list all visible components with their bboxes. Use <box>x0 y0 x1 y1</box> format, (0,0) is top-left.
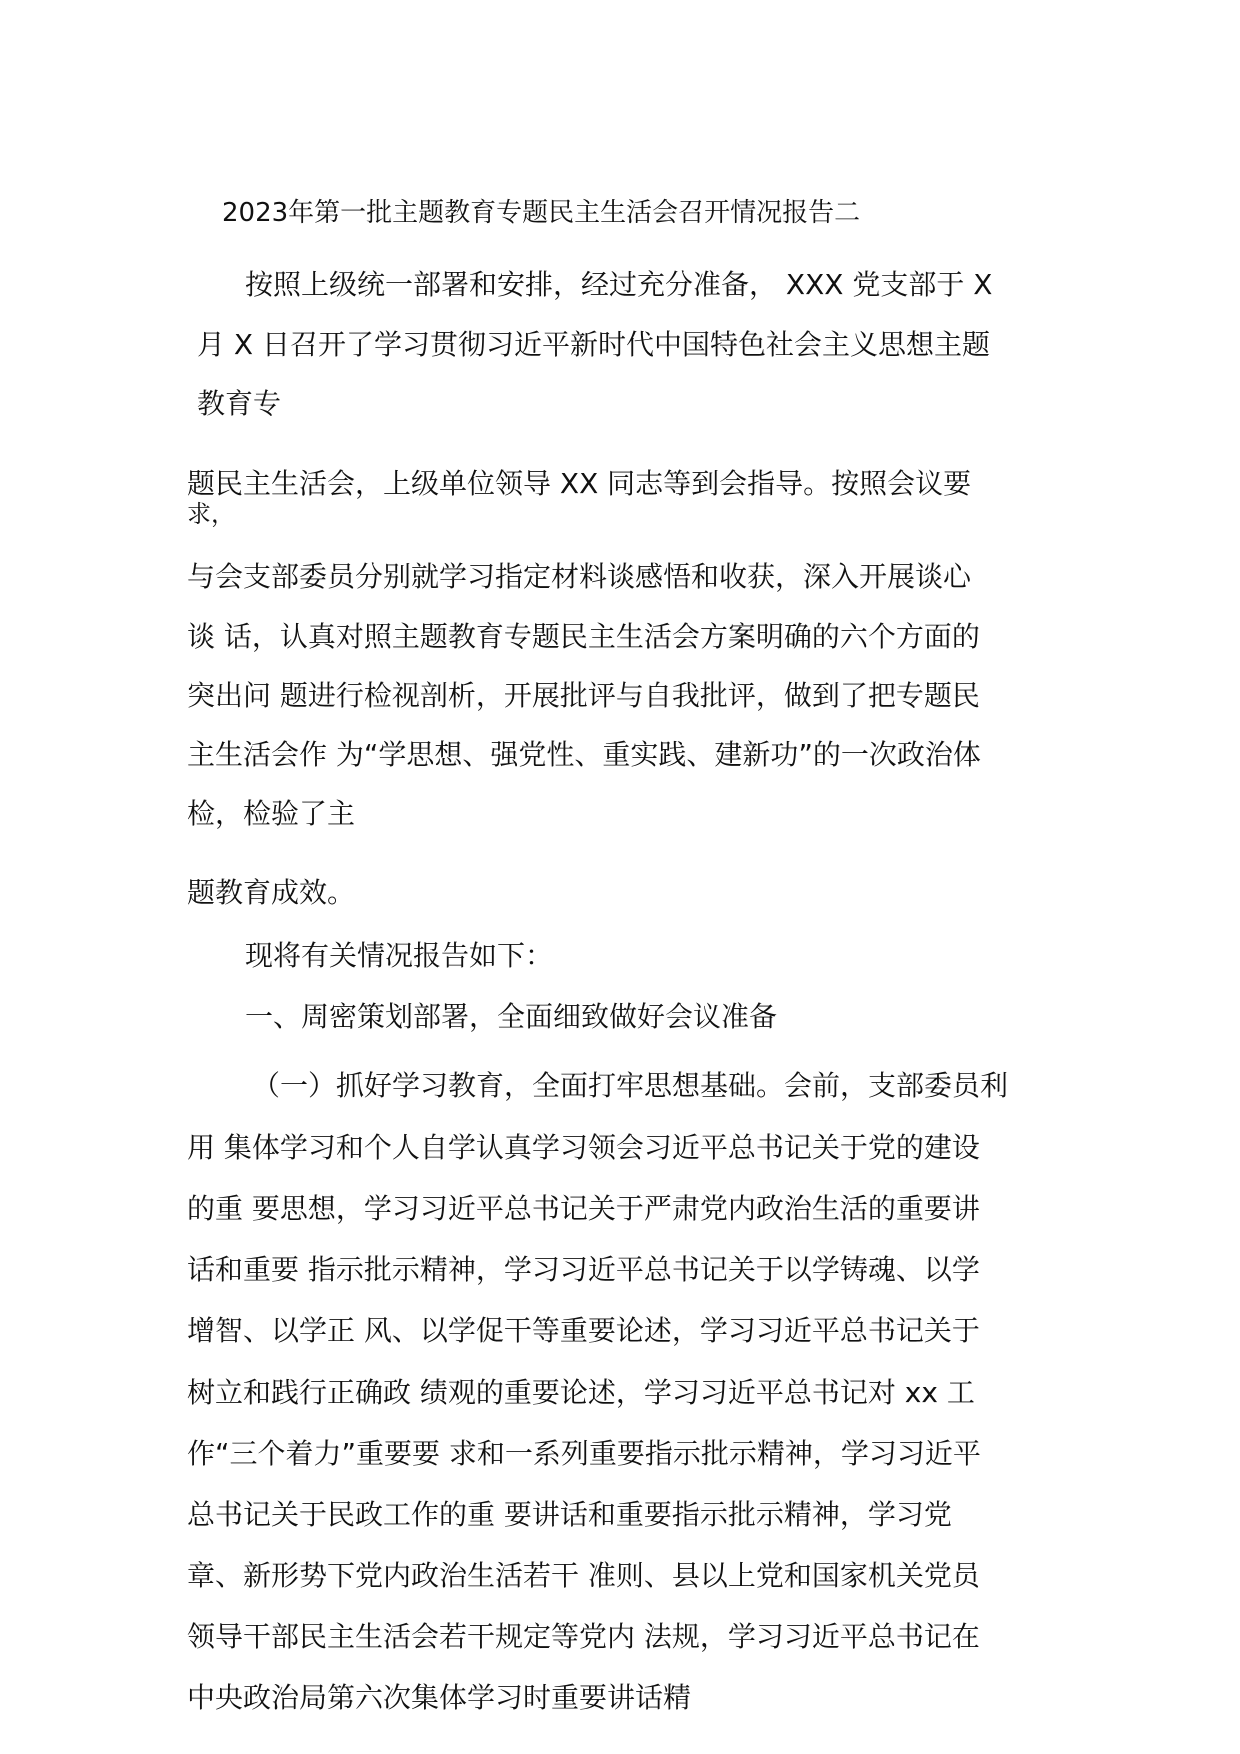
paragraph-line: 话和重要 指示批示精神，学习习近平总书记关于以学铸魂、以学 <box>187 1253 980 1286</box>
paragraph-line: 谈 话，认真对照主题教育专题民主生活会方案明确的六个方面的 <box>187 620 980 653</box>
paragraph-line: 与会支部委员分别就学习指定材料谈感悟和收获，深入开展谈心 <box>187 560 972 593</box>
paragraph-line: 题教育成效。 <box>187 876 356 909</box>
paragraph-line: （一）抓好学习教育，全面打牢思想基础。会前，支部委员利 <box>252 1069 1009 1102</box>
paragraph-line: 作“三个着力”重要要 求和一系列重要指示批示精神，学习习近平 <box>187 1437 981 1470</box>
paragraph-line: 按照上级统一部署和安排，经过充分准备， XXX 党支部于 X <box>245 268 993 301</box>
paragraph-line: 章、新形势下党内政治生活若干 准则、县以上党和国家机关党员 <box>187 1559 980 1592</box>
paragraph-line: 检，检验了主 <box>187 797 356 830</box>
section-heading: 一、周密策划部署，全面细致做好会议准备 <box>245 1000 778 1033</box>
paragraph-line: 增智、以学正 风、以学促干等重要论述，学习习近平总书记关于 <box>187 1314 980 1347</box>
paragraph-line: 领导干部民主生活会若干规定等党内 法规，学习习近平总书记在 <box>187 1620 980 1653</box>
paragraph-line: 月 X 日召开了学习贯彻习近平新时代中国特色社会主义思想主题 <box>197 328 990 361</box>
paragraph-line: 总书记关于民政工作的重 要讲话和重要指示批示精神，学习党 <box>187 1498 952 1531</box>
paragraph-line: 教育专 <box>197 387 282 420</box>
paragraph-line: 主生活会作 为“学思想、强党性、重实践、建新功”的一次政治体 <box>187 738 981 771</box>
paragraph-line: 求， <box>187 500 235 528</box>
document-title: 2023年第一批主题教育专题民主生活会召开情况报告二 <box>222 198 861 228</box>
paragraph-line: 用 集体学习和个人自学认真学习领会习近平总书记关于党的建设 <box>187 1131 980 1164</box>
paragraph-line: 中央政治局第六次集体学习时重要讲话精 <box>187 1681 692 1714</box>
paragraph-line: 现将有关情况报告如下： <box>245 939 554 972</box>
paragraph-line: 的重 要思想，学习习近平总书记关于严肃党内政治生活的重要讲 <box>187 1192 980 1225</box>
paragraph-line: 树立和践行正确政 绩观的重要论述，学习习近平总书记对 xx 工 <box>187 1376 975 1409</box>
paragraph-line: 突出问 题进行检视剖析，开展批评与自我批评，做到了把专题民 <box>187 679 980 712</box>
paragraph-line: 题民主生活会，上级单位领导 XX 同志等到会指导。按照会议要 <box>187 467 972 500</box>
